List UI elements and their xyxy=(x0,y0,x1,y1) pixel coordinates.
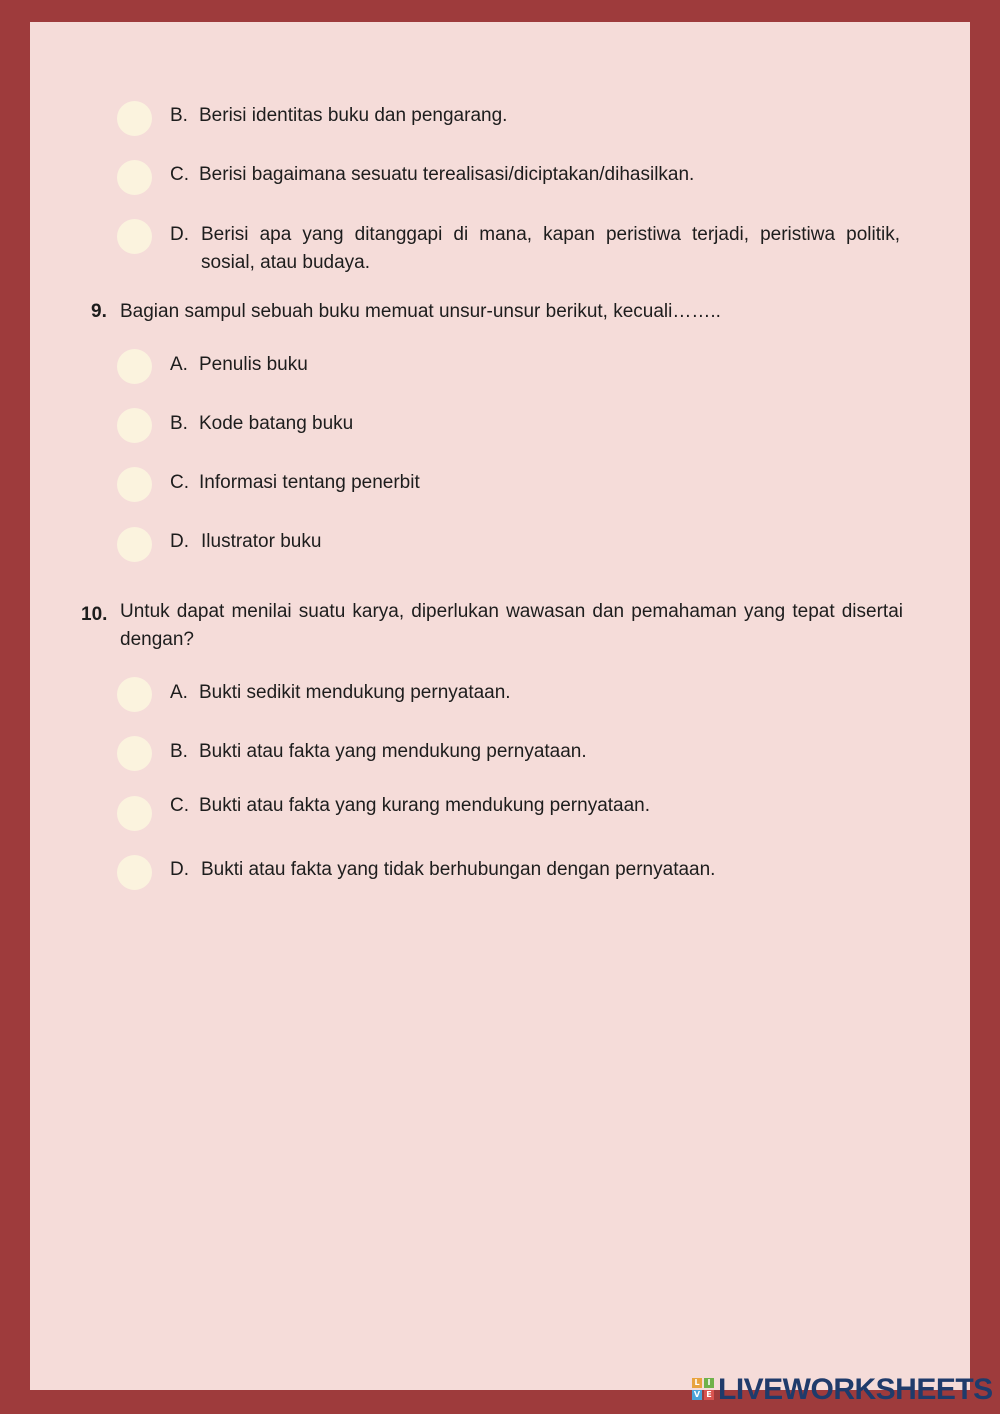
q10-option-d-letter: D. xyxy=(170,859,189,880)
q8-option-c-radio[interactable] xyxy=(117,160,152,195)
liveworksheets-logo xyxy=(692,1372,992,1408)
q10-number: 10. xyxy=(81,604,108,625)
q9-option-a-letter: A. xyxy=(170,354,188,375)
q8-option-d-letter: D. xyxy=(170,224,189,245)
q9-option-a-text: Penulis buku xyxy=(199,354,308,375)
q9-option-c-radio[interactable] xyxy=(117,467,152,502)
q10-option-c-letter: C. xyxy=(170,795,189,816)
q10-option-b-text: Bukti atau fakta yang mendukung pernyataan. xyxy=(199,741,587,762)
q9-question: Bagian sampul sebuah buku memuat unsur-unsur berikut, kecuali…….. xyxy=(120,301,721,322)
q10-option-c-radio[interactable] xyxy=(117,796,152,831)
q9-option-c-letter: C. xyxy=(170,472,189,493)
q9-option-d-radio[interactable] xyxy=(117,527,152,562)
q10-option-d-radio[interactable] xyxy=(117,855,152,890)
logo-text: LIVEWORKSHEETS xyxy=(718,1373,993,1406)
q8-option-b-letter: B. xyxy=(170,105,188,126)
q8-option-b-text: Berisi identitas buku dan pengarang. xyxy=(199,105,508,126)
q9-option-a-radio[interactable] xyxy=(117,349,152,384)
q10-option-b-radio[interactable] xyxy=(117,736,152,771)
q8-option-b-radio[interactable] xyxy=(117,101,152,136)
logo-tile-l: L xyxy=(692,1378,702,1388)
q10-option-a-radio[interactable] xyxy=(117,677,152,712)
q10-option-b-letter: B. xyxy=(170,741,188,762)
logo-tile-v: V xyxy=(693,1390,701,1399)
q9-option-b-text: Kode batang buku xyxy=(199,413,354,434)
q9-option-d-letter: D. xyxy=(170,531,189,552)
logo-tile-e: E xyxy=(704,1390,714,1400)
q10-option-d-text: Bukti atau fakta yang tidak berhubungan dengan pernyataan. xyxy=(201,859,716,880)
q9-option-c-text: Informasi tentang penerbit xyxy=(199,472,420,493)
q10-option-a-text: Bukti sedikit mendukung pernyataan. xyxy=(199,682,511,703)
logo-tile-i: I xyxy=(704,1378,714,1388)
q8-option-c-text: Berisi bagaimana sesuatu terealisasi/diciptakan/dihasilkan. xyxy=(199,164,695,185)
q8-option-d-radio[interactable] xyxy=(117,219,152,254)
q9-number: 9. xyxy=(91,301,107,322)
logo-tiles-icon xyxy=(692,1378,716,1402)
q8-option-c-letter: C. xyxy=(170,164,189,185)
q10-question: Untuk dapat menilai suatu karya, diperlukan wawasan dan pemahaman yang tepat disertai dengan? xyxy=(120,601,903,650)
q9-option-d-text: Ilustrator buku xyxy=(201,531,322,552)
q9-option-b-radio[interactable] xyxy=(117,408,152,443)
q10-option-a-letter: A. xyxy=(170,682,188,703)
q10-option-c-text: Bukti atau fakta yang kurang mendukung pernyataan. xyxy=(199,795,651,816)
q8-option-d-text: Berisi apa yang ditanggapi di mana, kapan peristiwa terjadi, peristiwa politik, sosial, atau budaya. xyxy=(201,224,900,273)
q9-option-b-letter: B. xyxy=(170,413,188,434)
